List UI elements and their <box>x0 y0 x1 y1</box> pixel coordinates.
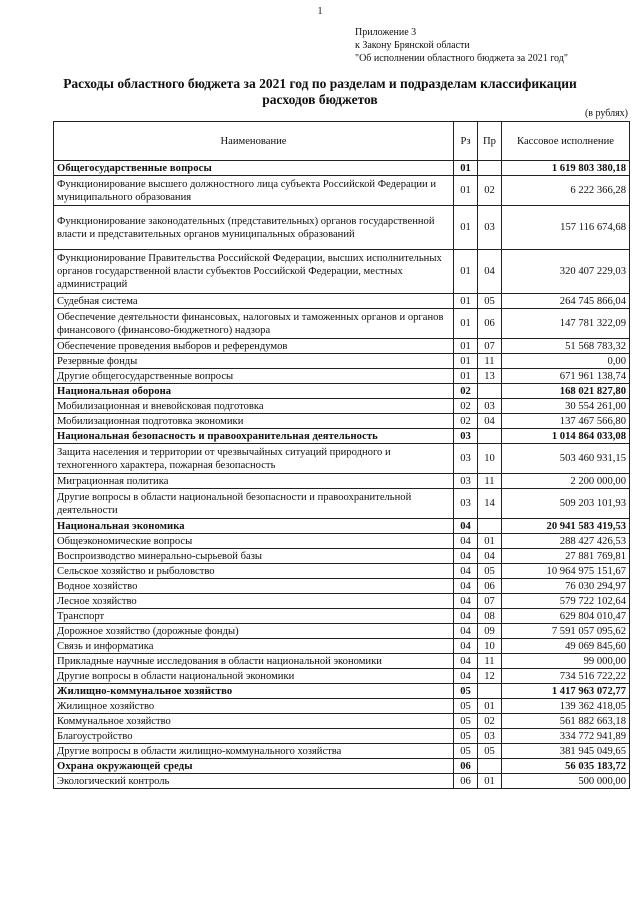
budget-table-body <box>54 161 630 789</box>
section-row <box>54 161 630 176</box>
row-pr-cell: 01 <box>478 774 502 789</box>
row-pr-cell: 07 <box>478 594 502 609</box>
row-amount-cell: 509 203 101,93 <box>502 489 630 519</box>
row-amount-cell: 168 021 827,80 <box>502 384 630 399</box>
row-name-cell: Защита населения и территории от чрезвычайных ситуаций природного и техногенного характера, пожарная безопасность <box>54 444 454 474</box>
table-row <box>54 399 630 414</box>
row-amount-cell: 27 881 769,81 <box>502 549 630 564</box>
row-amount-cell: 579 722 102,64 <box>502 594 630 609</box>
section-row <box>54 384 630 399</box>
row-rz-cell: 01 <box>454 294 478 309</box>
table-row <box>54 774 630 789</box>
row-pr-cell: 04 <box>478 250 502 294</box>
row-pr-cell: 11 <box>478 474 502 489</box>
row-pr-cell: 05 <box>478 744 502 759</box>
row-pr-cell: 05 <box>478 564 502 579</box>
row-rz-cell: 02 <box>454 399 478 414</box>
row-name-cell: Национальная экономика <box>54 519 454 534</box>
row-amount-cell: 503 460 931,15 <box>502 444 630 474</box>
row-amount-cell: 381 945 049,65 <box>502 744 630 759</box>
row-pr-cell: 01 <box>478 534 502 549</box>
row-amount-cell: 6 222 366,28 <box>502 176 630 206</box>
row-name-cell: Функционирование высшего должностного лица субъекта Российской Федерации и муниципального образования <box>54 176 454 206</box>
row-name-cell: Сельское хозяйство и рыболовство <box>54 564 454 579</box>
row-amount-cell: 629 804 010,47 <box>502 609 630 624</box>
document-title: Расходы областного бюджета за 2021 год по разделам и подразделам классификации расходов бюджетов <box>63 76 577 107</box>
page-number: 1 <box>317 6 323 17</box>
row-amount-cell: 288 427 426,53 <box>502 534 630 549</box>
table-row <box>54 609 630 624</box>
table-row <box>54 549 630 564</box>
row-rz-cell: 01 <box>454 176 478 206</box>
row-name-cell: Национальная безопасность и правоохранительная деятельность <box>54 429 454 444</box>
row-name-cell: Судебная система <box>54 294 454 309</box>
row-pr-cell: 11 <box>478 354 502 369</box>
row-pr-cell: 12 <box>478 669 502 684</box>
header-pr: Пр <box>478 122 502 161</box>
table-row <box>54 729 630 744</box>
row-pr-cell: 10 <box>478 444 502 474</box>
row-name-cell: Резервные фонды <box>54 354 454 369</box>
row-name-cell: Другие вопросы в области национальной безопасности и правоохранительной деятельности <box>54 489 454 519</box>
table-row <box>54 339 630 354</box>
row-amount-cell: 671 961 138,74 <box>502 369 630 384</box>
row-rz-cell: 06 <box>454 759 478 774</box>
row-name-cell: Жилищное хозяйство <box>54 699 454 714</box>
row-name-cell: Обеспечение деятельности финансовых, налоговых и таможенных органов и органов финансового (финансово-бюджетного) надзора <box>54 309 454 339</box>
row-pr-cell: 02 <box>478 176 502 206</box>
row-name-cell: Воспроизводство минерально-сырьевой базы <box>54 549 454 564</box>
row-rz-cell: 04 <box>454 549 478 564</box>
row-amount-cell: 7 591 057 095,62 <box>502 624 630 639</box>
row-name-cell: Другие вопросы в области национальной экономики <box>54 669 454 684</box>
row-rz-cell: 05 <box>454 699 478 714</box>
section-row <box>54 429 630 444</box>
row-rz-cell: 04 <box>454 624 478 639</box>
table-row <box>54 309 630 339</box>
row-amount-cell: 1 619 803 380,18 <box>502 161 630 176</box>
header-rz: Рз <box>454 122 478 161</box>
row-rz-cell: 04 <box>454 564 478 579</box>
row-rz-cell: 04 <box>454 579 478 594</box>
row-rz-cell: 03 <box>454 444 478 474</box>
row-amount-cell: 734 516 722,22 <box>502 669 630 684</box>
appendix-line: Приложение 3 <box>355 27 417 38</box>
row-rz-cell: 01 <box>454 250 478 294</box>
row-pr-cell <box>478 161 502 176</box>
row-amount-cell: 51 568 783,32 <box>502 339 630 354</box>
row-rz-cell: 01 <box>454 369 478 384</box>
row-rz-cell: 03 <box>454 429 478 444</box>
header-amount: Кассовое исполнение <box>502 122 630 161</box>
row-rz-cell: 04 <box>454 594 478 609</box>
row-amount-cell: 561 882 663,18 <box>502 714 630 729</box>
row-pr-cell: 06 <box>478 579 502 594</box>
row-amount-cell: 0,00 <box>502 354 630 369</box>
row-amount-cell: 2 200 000,00 <box>502 474 630 489</box>
row-pr-cell: 03 <box>478 729 502 744</box>
row-amount-cell: 334 772 941,89 <box>502 729 630 744</box>
table-row <box>54 564 630 579</box>
row-pr-cell: 08 <box>478 609 502 624</box>
row-name-cell: Общегосударственные вопросы <box>54 161 454 176</box>
row-amount-cell: 147 781 322,09 <box>502 309 630 339</box>
row-name-cell: Обеспечение проведения выборов и референдумов <box>54 339 454 354</box>
row-amount-cell: 500 000,00 <box>502 774 630 789</box>
row-rz-cell: 04 <box>454 609 478 624</box>
row-name-cell: Благоустройство <box>54 729 454 744</box>
row-pr-cell: 07 <box>478 339 502 354</box>
row-pr-cell: 02 <box>478 714 502 729</box>
row-amount-cell: 157 116 674,68 <box>502 206 630 250</box>
table-row <box>54 654 630 669</box>
row-rz-cell: 01 <box>454 206 478 250</box>
table-row <box>54 669 630 684</box>
row-amount-cell: 10 964 975 151,67 <box>502 564 630 579</box>
row-pr-cell: 09 <box>478 624 502 639</box>
row-amount-cell: 56 035 183,72 <box>502 759 630 774</box>
table-row <box>54 489 630 519</box>
row-pr-cell: 10 <box>478 639 502 654</box>
row-rz-cell: 04 <box>454 534 478 549</box>
row-name-cell: Национальная оборона <box>54 384 454 399</box>
header-name: Наименование <box>54 122 454 161</box>
row-amount-cell: 99 000,00 <box>502 654 630 669</box>
row-amount-cell: 76 030 294,97 <box>502 579 630 594</box>
row-pr-cell: 11 <box>478 654 502 669</box>
row-rz-cell: 05 <box>454 729 478 744</box>
table-row <box>54 594 630 609</box>
row-rz-cell: 03 <box>454 474 478 489</box>
row-pr-cell: 03 <box>478 206 502 250</box>
table-row <box>54 294 630 309</box>
row-name-cell: Связь и информатика <box>54 639 454 654</box>
row-rz-cell: 01 <box>454 354 478 369</box>
row-rz-cell: 05 <box>454 744 478 759</box>
table-row <box>54 354 630 369</box>
row-pr-cell <box>478 429 502 444</box>
row-pr-cell: 14 <box>478 489 502 519</box>
row-rz-cell: 01 <box>454 161 478 176</box>
row-name-cell: Охрана окружающей среды <box>54 759 454 774</box>
section-row <box>54 519 630 534</box>
row-name-cell: Коммунальное хозяйство <box>54 714 454 729</box>
row-name-cell: Функционирование законодательных (представительных) органов государственной власти и представительных органов муниципальных образований <box>54 206 454 250</box>
table-row <box>54 639 630 654</box>
row-amount-cell: 49 069 845,60 <box>502 639 630 654</box>
row-amount-cell: 20 941 583 419,53 <box>502 519 630 534</box>
row-rz-cell: 01 <box>454 339 478 354</box>
row-name-cell: Другие вопросы в области жилищно-коммунального хозяйства <box>54 744 454 759</box>
table-row <box>54 474 630 489</box>
table-row <box>54 579 630 594</box>
row-rz-cell: 04 <box>454 519 478 534</box>
row-pr-cell <box>478 384 502 399</box>
table-row <box>54 414 630 429</box>
row-rz-cell: 06 <box>454 774 478 789</box>
row-name-cell: Мобилизационная и вневойсковая подготовка <box>54 399 454 414</box>
table-row <box>54 206 630 250</box>
row-name-cell: Дорожное хозяйство (дорожные фонды) <box>54 624 454 639</box>
row-name-cell: Другие общегосударственные вопросы <box>54 369 454 384</box>
row-amount-cell: 320 407 229,03 <box>502 250 630 294</box>
row-pr-cell: 04 <box>478 549 502 564</box>
row-name-cell: Миграционная политика <box>54 474 454 489</box>
row-rz-cell: 04 <box>454 669 478 684</box>
row-rz-cell: 04 <box>454 639 478 654</box>
row-rz-cell: 04 <box>454 654 478 669</box>
row-name-cell: Жилищно-коммунальное хозяйство <box>54 684 454 699</box>
table-row <box>54 714 630 729</box>
row-pr-cell <box>478 759 502 774</box>
table-row <box>54 369 630 384</box>
row-name-cell: Мобилизационная подготовка экономики <box>54 414 454 429</box>
appendix-line: к Закону Брянской области <box>355 40 470 51</box>
row-name-cell: Общеэкономические вопросы <box>54 534 454 549</box>
row-pr-cell: 13 <box>478 369 502 384</box>
row-pr-cell: 04 <box>478 414 502 429</box>
row-name-cell: Прикладные научные исследования в области национальной экономики <box>54 654 454 669</box>
row-amount-cell: 1 417 963 072,77 <box>502 684 630 699</box>
row-pr-cell <box>478 684 502 699</box>
row-rz-cell: 05 <box>454 684 478 699</box>
table-row <box>54 444 630 474</box>
row-rz-cell: 02 <box>454 414 478 429</box>
row-amount-cell: 30 554 261,00 <box>502 399 630 414</box>
table-row <box>54 534 630 549</box>
row-pr-cell <box>478 519 502 534</box>
row-pr-cell: 03 <box>478 399 502 414</box>
section-row <box>54 759 630 774</box>
row-rz-cell: 03 <box>454 489 478 519</box>
appendix-line: "Об исполнении областного бюджета за 2021 год" <box>355 53 568 64</box>
row-amount-cell: 137 467 566,80 <box>502 414 630 429</box>
row-pr-cell: 05 <box>478 294 502 309</box>
row-name-cell: Транспорт <box>54 609 454 624</box>
row-name-cell: Экологический контроль <box>54 774 454 789</box>
appendix-note <box>355 26 568 65</box>
row-pr-cell: 01 <box>478 699 502 714</box>
table-row <box>54 744 630 759</box>
unit-note: (в рублях) <box>584 108 628 119</box>
section-row <box>54 684 630 699</box>
table-row <box>54 624 630 639</box>
row-name-cell: Лесное хозяйство <box>54 594 454 609</box>
row-rz-cell: 02 <box>454 384 478 399</box>
row-name-cell: Водное хозяйство <box>54 579 454 594</box>
row-amount-cell: 139 362 418,05 <box>502 699 630 714</box>
row-amount-cell: 264 745 866,04 <box>502 294 630 309</box>
row-rz-cell: 05 <box>454 714 478 729</box>
table-row <box>54 250 630 294</box>
row-pr-cell: 06 <box>478 309 502 339</box>
table-row <box>54 176 630 206</box>
row-amount-cell: 1 014 864 033,08 <box>502 429 630 444</box>
row-name-cell: Функционирование Правительства Российской Федерации, высших исполнительных органов государственной власти субъектов Российской Федерации, местных администраций <box>54 250 454 294</box>
row-rz-cell: 01 <box>454 309 478 339</box>
table-header-row <box>54 122 630 161</box>
budget-table <box>53 121 630 789</box>
table-row <box>54 699 630 714</box>
